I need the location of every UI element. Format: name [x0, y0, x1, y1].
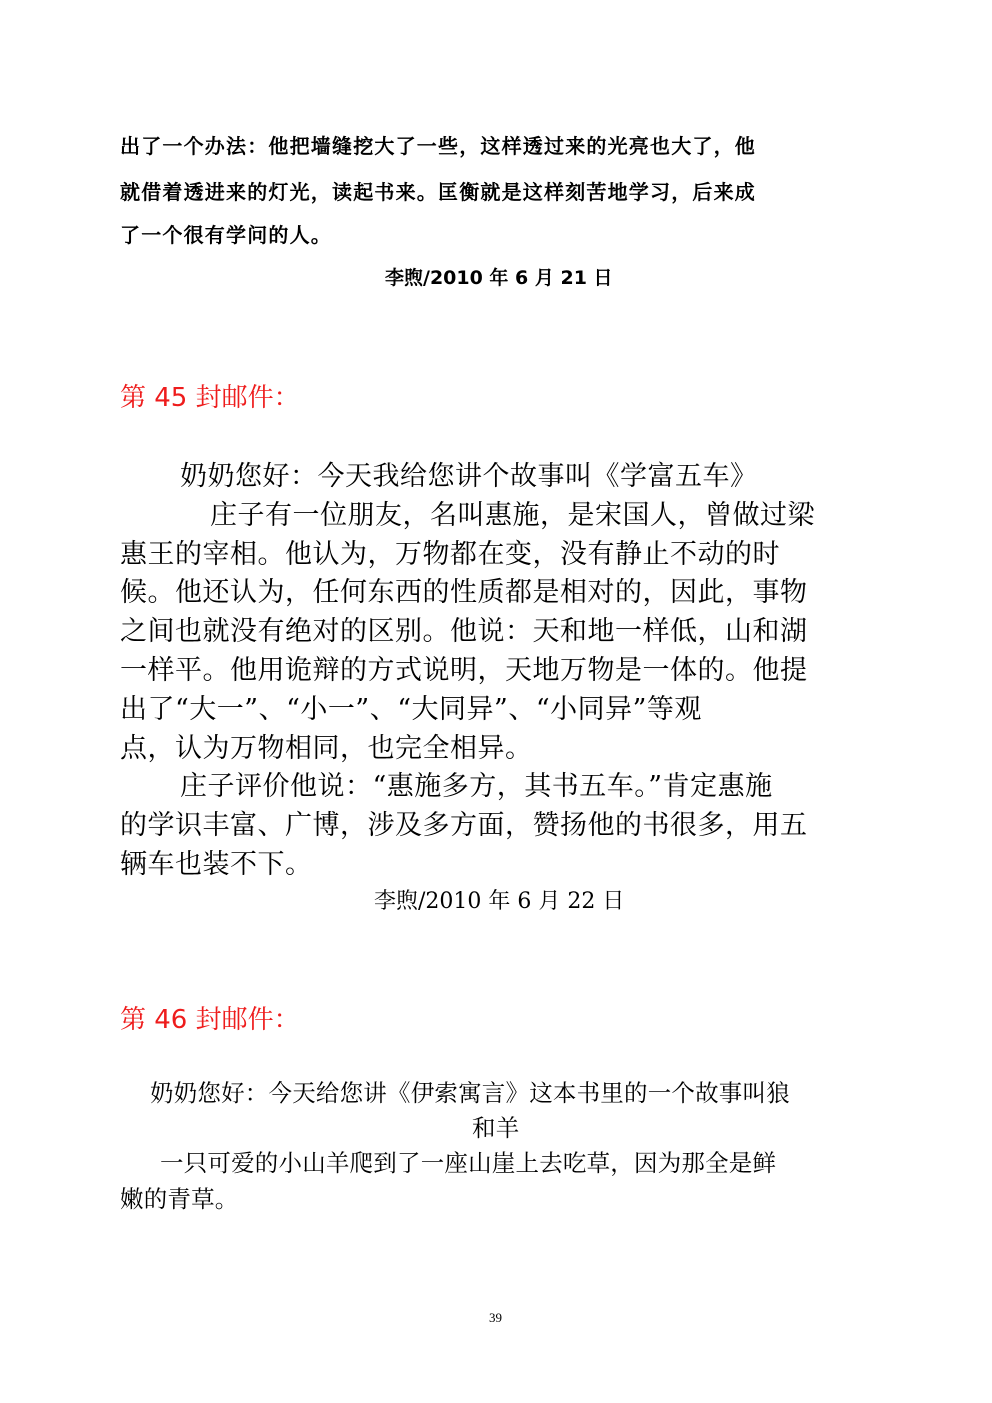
email-46-heading: 第 46 封邮件：	[120, 1005, 300, 1035]
email-45-line-2: 惠王的宰相。他认为，万物都在变，没有静止不动的时	[120, 539, 780, 570]
prev-paragraph-line-3: 了一个很有学问的人。	[120, 223, 332, 247]
email-45-signature: 李煦/2010 年 6 月 22 日	[374, 889, 625, 914]
email-45-line-10: 辆车也装不下。	[120, 849, 313, 880]
email-45-heading: 第 45 封邮件：	[120, 383, 300, 413]
email-45-line-8: 庄子评价他说：“惠施多方，其书五车。”肯定惠施	[180, 771, 773, 802]
email-45-line-9: 的学识丰富、广博，涉及多方面，赞扬他的书很多，用五	[120, 810, 808, 841]
prev-signature: 李煦/2010 年 6 月 21 日	[385, 267, 613, 289]
prev-paragraph-line-2: 就借着透进来的灯光，读起书来。匡衡就是这样刻苦地学习，后来成	[120, 180, 756, 204]
email-46-greeting-line-2: 和羊	[472, 1114, 520, 1142]
page-number: 39	[489, 1310, 502, 1325]
email-45-line-6: 出了“大一”、“小一”、“大同异”、“小同异”等观	[120, 694, 702, 725]
prev-paragraph-line-1: 出了一个办法：他把墙缝挖大了一些，这样透过来的光亮也大了，他	[120, 134, 756, 158]
email-45-line-5: 一样平。他用诡辩的方式说明，天地万物是一体的。他提	[120, 655, 808, 686]
email-45-line-1: 庄子有一位朋友，名叫惠施，是宋国人，曾做过梁	[210, 500, 815, 531]
email-46-line-2: 嫩的青草。	[120, 1185, 239, 1213]
email-46-line-1: 一只可爱的小山羊爬到了一座山崖上去吃草，因为那全是鲜	[160, 1149, 777, 1177]
email-45-greeting: 奶奶您好：今天我给您讲个故事叫《学富五车》	[180, 461, 758, 492]
email-46-greeting-line-1: 奶奶您好：今天给您讲《伊索寓言》这本书里的一个故事叫狼	[150, 1079, 790, 1107]
email-45-line-7: 点，认为万物相同，也完全相异。	[120, 733, 533, 764]
email-45-line-3: 候。他还认为，任何东西的性质都是相对的，因此，事物	[120, 577, 808, 608]
email-45-line-4: 之间也就没有绝对的区别。他说：天和地一样低，山和湖	[120, 616, 808, 647]
